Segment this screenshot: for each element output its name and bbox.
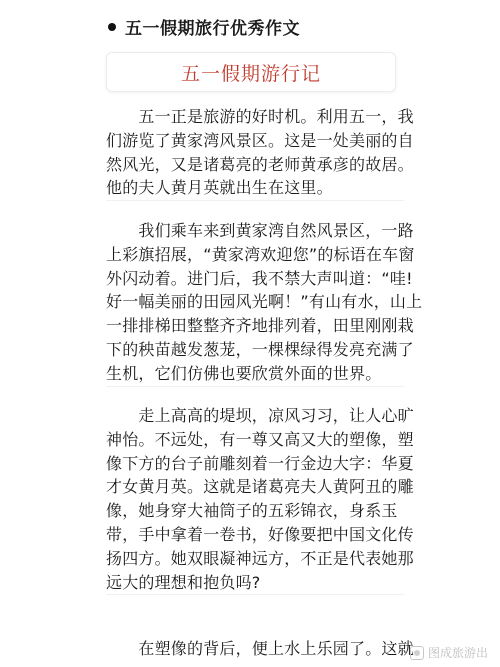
text-line: 然风光，又是诸葛亮的老师黄承彦的故居。 — [106, 154, 414, 174]
text-line: 们游览了黄家湾风景区。这是一处美丽的自 — [106, 130, 414, 150]
watermark-text: 图成旅游出 — [427, 646, 488, 660]
text-line: 在塑像的背后，便上水上乐园了。这就 — [106, 639, 414, 658]
text-line: 生机，它们仿佛也要欣赏外面的世界。 — [106, 363, 382, 383]
article-title: 五一假期游行记 — [180, 62, 321, 85]
text-line: 才女黄月英。这就是诸葛亮夫人黄阿丑的雕 — [106, 477, 414, 497]
text-line: 一排排梯田整整齐齐地排列着，田里刚刚栽 — [106, 316, 414, 336]
watermark-icon — [410, 646, 424, 660]
text-line: 走上高高的堤坝，凉风习习，让人心旷 — [106, 406, 414, 425]
text-line: 扬四方。她双眼凝神远方，不正是代表她那 — [106, 548, 414, 568]
text-line: 带，手中拿着一卷书，好像要把中国文化传 — [106, 524, 414, 544]
text-line: 好一幅美丽的田园风光啊！”有山有水，山上 — [106, 292, 423, 312]
paragraph-1 — [106, 105, 414, 201]
text-line: 远大的理想和抱负吗? — [106, 572, 261, 592]
watermark — [410, 644, 488, 661]
text-line: 上彩旗招展，“黄家湾欢迎您”的标语在车窗 — [106, 244, 415, 264]
paragraph-4 — [106, 637, 414, 661]
text-line: 外闪动着。进门后，我不禁大声叫道：“哇! — [106, 268, 413, 288]
header-title: 五一假期旅行优秀作文 — [125, 19, 300, 39]
article-title-box — [106, 52, 396, 92]
text-line: 下的秧苗越发葱茏，一棵棵绿得发亮充满了 — [106, 339, 414, 359]
text-line: 神怡。不远处，有一尊又高又大的塑像，塑 — [106, 429, 414, 449]
article-list-item[interactable] — [108, 14, 480, 39]
text-line: 五一正是旅游的好时机。利用五一，我 — [106, 107, 414, 126]
text-line: 像下方的台子前雕刻着一行金边大字：华夏 — [106, 453, 414, 473]
text-line: 像，她身穿大袖筒子的五彩锦衣，身系玉 — [106, 501, 398, 521]
paragraph-3 — [106, 404, 414, 595]
text-line: 我们乘车来到黄家湾自然风景区，一路 — [106, 221, 414, 240]
paragraph-2 — [106, 219, 423, 387]
text-line: 他的夫人黄月英就出生在这里。 — [106, 178, 333, 198]
bullet-icon — [108, 23, 116, 31]
